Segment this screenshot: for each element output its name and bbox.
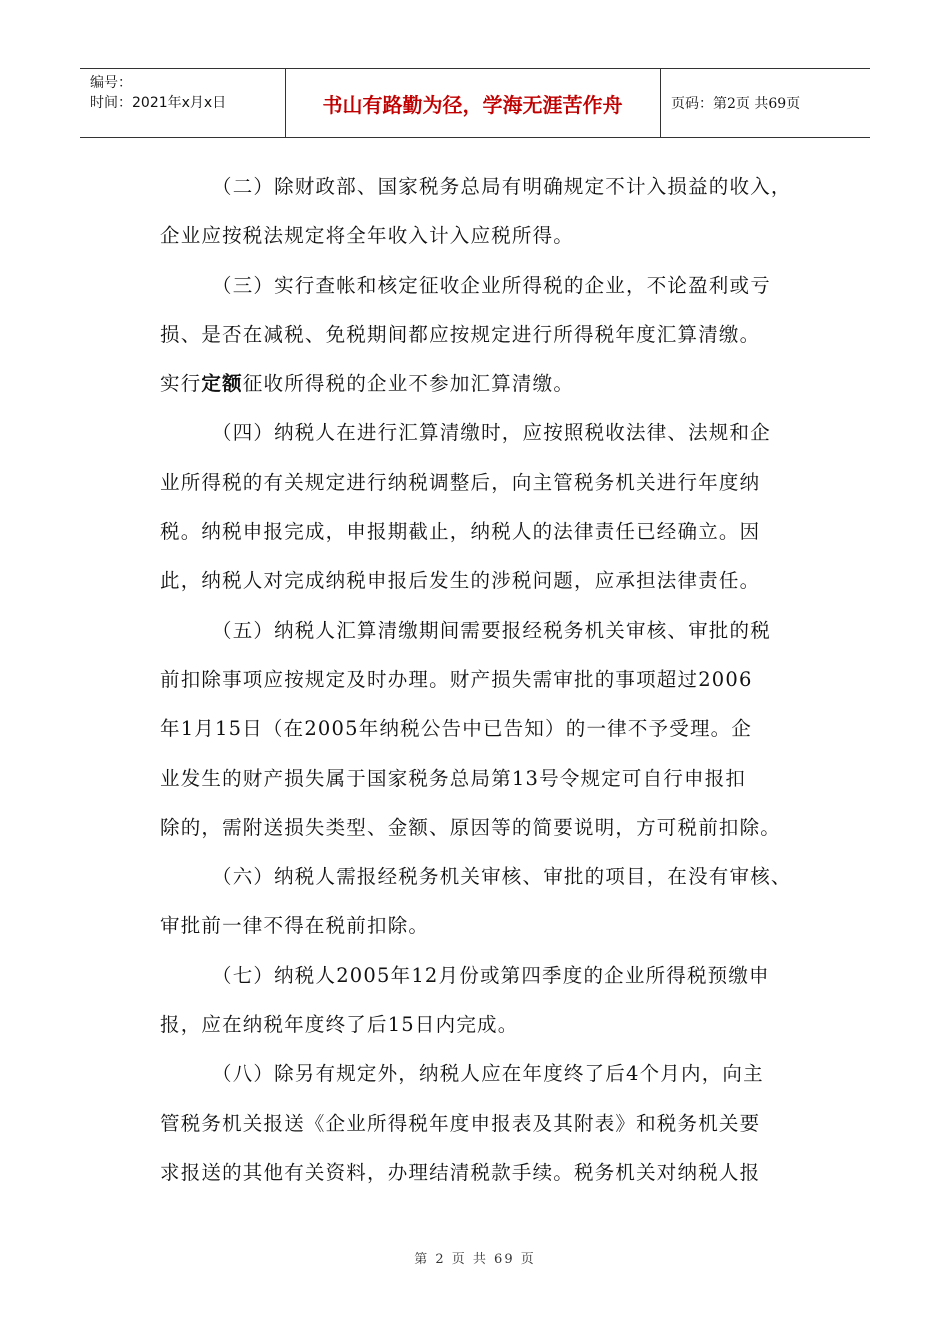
paragraph-line xyxy=(160,359,810,408)
paragraph-line: （七）纳税人2005年12月份或第四季度的企业所得税预缴申 xyxy=(212,963,770,987)
date-label: 时间：2021年x月x日 xyxy=(90,95,227,111)
page-footer: 第 2 页 共 69 页 xyxy=(414,1252,536,1267)
paragraph-line: 此，纳税人对完成纳税申报后发生的涉税问题，应承担法律责任。 xyxy=(160,569,761,593)
document-body xyxy=(160,162,810,1197)
header-divider xyxy=(660,69,661,137)
paragraph xyxy=(160,1049,810,1197)
paragraph-line: （四）纳税人在进行汇算清缴时，应按照税收法律、法规和企 xyxy=(212,421,771,445)
paragraph-line: （六）纳税人需报经税务机关审核、审批的项目，在没有审核、 xyxy=(212,865,792,889)
bold-term: 定额 xyxy=(201,372,243,396)
paragraph-line: 求报送的其他有关资料，办理结清税款手续。税务机关对纳税人报 xyxy=(160,1160,761,1184)
paragraph xyxy=(160,852,810,951)
paragraph-line: 税。纳税申报完成，申报期截止，纳税人的法律责任已经确立。因 xyxy=(160,520,761,544)
paragraph-line: 管税务机关报送《企业所得税年度申报表及其附表》和税务机关要 xyxy=(160,1111,761,1135)
code-label: 编号： xyxy=(90,75,132,91)
paragraph-line: （八）除另有规定外，纳税人应在年度终了后4个月内，向主 xyxy=(212,1062,764,1086)
paragraph-line: 企业应按税法规定将全年收入计入应税所得。 xyxy=(160,224,575,248)
paragraph-line: （三）实行查帐和核定征收企业所得税的企业，不论盈利或亏 xyxy=(212,273,771,297)
header-page-info: 页码：第2页 共69页 xyxy=(671,96,801,112)
header-motto: 书山有路勤为径，学海无涯苦作舟 xyxy=(322,92,623,117)
paragraph-line: （二）除财政部、国家税务总局有明确规定不计入损益的收入， xyxy=(212,175,792,198)
paragraph-line: 损、是否在减税、免税期间都应按规定进行所得税年度汇算清缴。 xyxy=(160,322,761,346)
paragraph-line: 业发生的财产损失属于国家税务总局第13号令规定可自行申报扣 xyxy=(160,766,747,790)
header-meta xyxy=(90,73,280,113)
paragraph-line: 业所得税的有关规定进行纳税调整后，向主管税务机关进行年度纳 xyxy=(160,470,761,494)
paragraph xyxy=(160,162,810,261)
paragraph-line: 除的，需附送损失类型、金额、原因等的简要说明，方可税前扣除。 xyxy=(160,815,782,839)
paragraph-line: （五）纳税人汇算清缴期间需要报经税务机关审核、审批的税 xyxy=(212,618,771,642)
paragraph xyxy=(160,606,810,852)
line-text: 征收所得税的企业不参加汇算清缴。 xyxy=(242,372,575,396)
page-header xyxy=(80,68,870,138)
paragraph-line: 年1月15日（在2005年纳税公告中已告知）的一律不予受理。企 xyxy=(160,717,753,741)
paragraph-line: 审批前一律不得在税前扣除。 xyxy=(160,914,430,938)
paragraph xyxy=(160,261,810,409)
paragraph xyxy=(160,408,810,605)
paragraph xyxy=(160,951,810,1050)
line-text: 实行 xyxy=(160,372,202,396)
paragraph-line: 报，应在纳税年度终了后15日内完成。 xyxy=(160,1013,519,1037)
paragraph-line: 前扣除事项应按规定及时办理。财产损失需审批的事项超过2006 xyxy=(160,667,753,691)
